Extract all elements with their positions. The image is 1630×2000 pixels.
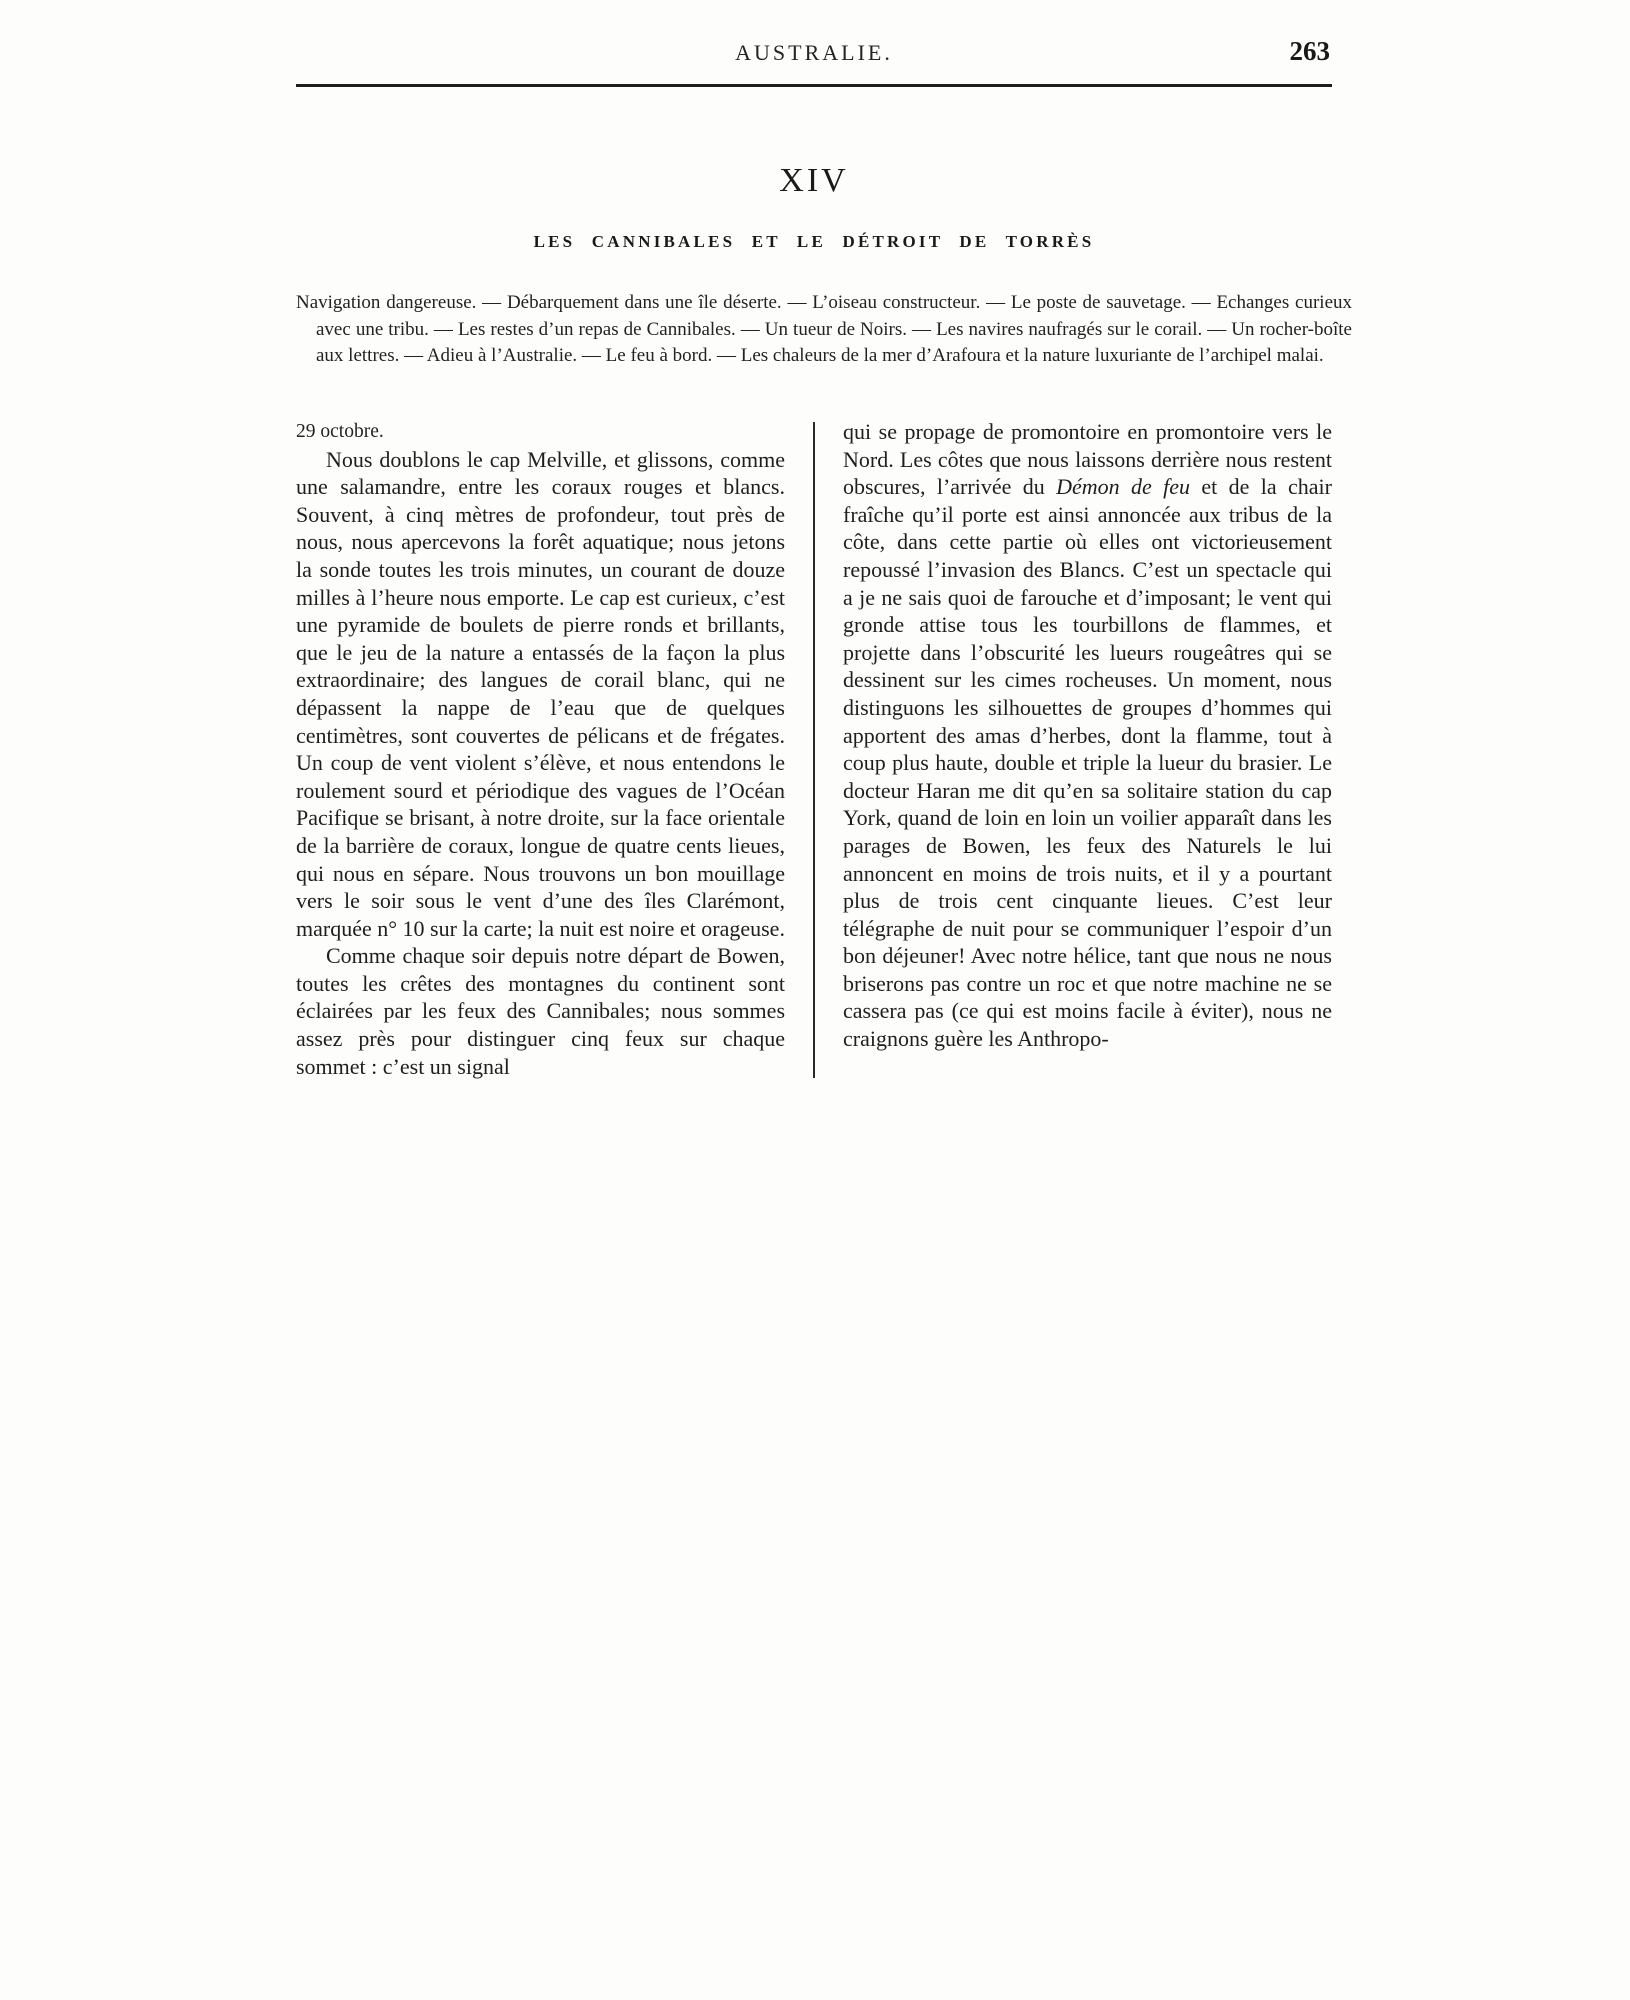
chapter-summary: Navigation dangereuse. — Débarquement dans une île déserte. — L’oiseau constructeur. — Le poste de sauvetage. — Echanges curieux avec une tribu. — Les restes d’un repas de Cannibales. — Un tueur de Noirs. — Les navires naufragés sur le corail. — Un rocher-boîte aux lettres. — Adieu à l’Australie. — Le feu à bord. — Les chaleurs de la mer d’Arafoura et la nature luxuriante de l’archipel malai. [296, 292, 1352, 366]
running-head [296, 36, 1332, 74]
chapter-title: LES CANNIBALES ET LE DÉTROIT DE TORRÈS [533, 232, 1095, 251]
italic-phrase: Démon de feu [1056, 474, 1191, 500]
text-segment: Comme chaque soir depuis notre départ de Bowen, toutes les crêtes des montagnes du continent sont éclairées par les feux des Cannibales; nous sommes assez près pour distinguer cinq feux sur chaque sommet : c’est un signal [296, 943, 785, 1079]
column-divider-rule [813, 422, 815, 1078]
text-segment: qui se propage de promontoire en promontoire vers le Nord. Les côtes que nous laissons derrière nous restent obscures, l’arrivée du [843, 419, 1332, 500]
body-paragraph [843, 418, 1332, 1053]
body-paragraph [296, 942, 785, 1080]
dateline: 29 octobre. [296, 421, 384, 442]
running-head-title: AUSTRALIE. [735, 40, 893, 65]
header-rule [296, 84, 1332, 87]
page-number: 263 [1289, 36, 1330, 66]
text-columns [296, 418, 1332, 1080]
text-segment: et de la chair fraîche qu’il porte est ainsi annoncée aux tribus de la côte, dans cette partie où elles ont victorieusement repoussé l’invasion des Blancs. C’est un spectacle qui a je ne sais quoi de farouche et d’imposant; le vent qui gronde attise tous les tourbillons de flammes, et projette dans l’obscurité les lueurs rougeâtres qui se dessinent sur les cimes rocheuses. Un moment, nous distinguons les silhouettes de groupes d’hommes qui apportent des amas d’herbes, dont la flamme, tout à coup plus haute, double et triple la lueur du brasier. Le docteur Haran me dit qu’en sa solitaire station du cap York, quand de loin en loin un voilier apparaît dans les parages de Bowen, les feux des Naturels le lui annoncent en moins de trois nuits, et il y a pourtant plus de trois cent cinquante lieues. C’est leur télégraphe de nuit pour se communiquer l’espoir d’un bon déjeuner! Avec notre hélice, tant que nous ne nous briserons pas contre un roc et que notre machine ne se cassera pas (ce qui est moins facile à éviter), nous ne craignons guère les Anthropo- [843, 474, 1332, 1052]
right-column [843, 418, 1332, 1080]
body-paragraph [296, 446, 785, 943]
left-column [296, 418, 785, 1080]
text-segment: Nous doublons le cap Melville, et glissons, comme une salamandre, entre les coraux rouges et blancs. Souvent, à cinq mètres de profondeur, tout près de nous, nous apercevons la forêt aquatique; nous jetons la sonde toutes les trois minutes, un courant de douze milles à l’heure nous emporte. Le cap est curieux, c’est une pyramide de boulets de pierre ronds et brillants, que le jeu de la nature a entassés de la façon la plus extraordinaire; des langues de corail blanc, qui ne dépassent la nappe de l’eau que de quelques centimètres, sont couvertes de pélicans et de frégates. Un coup de vent violent s’élève, et nous entendons le roulement sourd et périodique des vagues de l’Océan Pacifique se brisant, à notre droite, sur la face orientale de la barrière de coraux, longue de quatre cents lieues, qui nous en sépare. Nous trouvons un bon mouillage vers le soir sous le vent d’une des îles Clarémont, marquée n° 10 sur la carte; la nuit est noire et orageuse. [296, 446, 785, 941]
chapter-number: XIV [779, 162, 849, 199]
